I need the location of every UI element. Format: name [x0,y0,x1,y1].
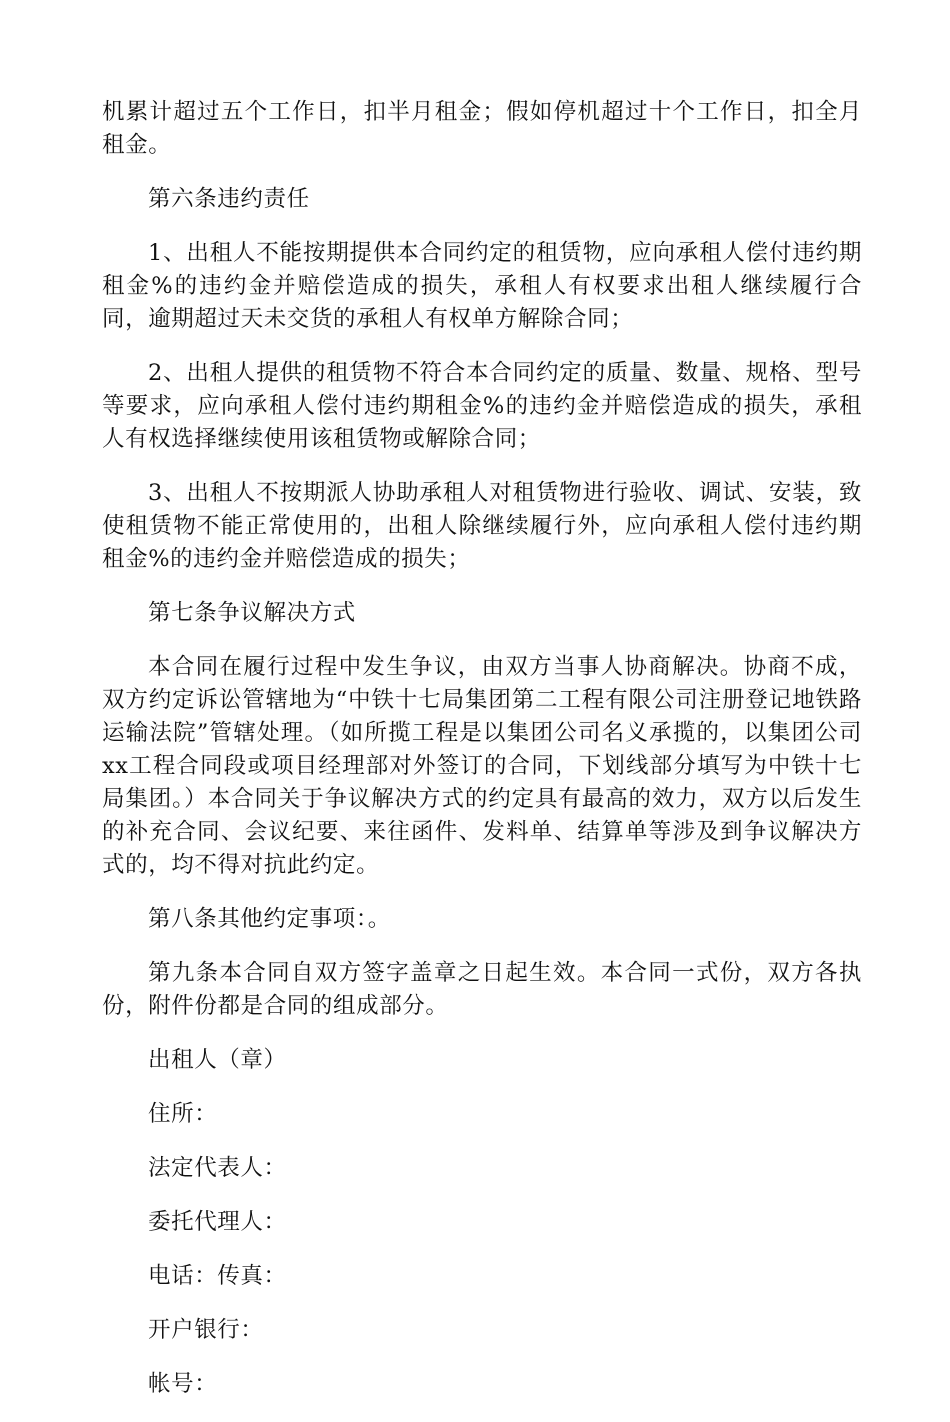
field-account-number: 帐号： [148,1371,218,1397]
document-page [102,96,862,1422]
field-phone-fax: 电话：传真： [148,1263,287,1289]
field-address: 住所： [148,1101,218,1127]
field-authorized-agent: 委托代理人： [148,1209,287,1235]
field-bank: 开户银行： [148,1317,264,1343]
field-lessor-seal: 出租人（章） [148,1047,287,1073]
paragraph-clause-2: 2、出租人提供的租赁物不符合本合同约定的质量、数量、规格、型号等要求，应向承租人偿付违约期租金%的违约金并赔偿造成的损失，承租人有权选择继续使用该租赁物或解除合同； [102,360,862,452]
heading-article-8: 第八条其他约定事项：。 [148,906,391,932]
field-legal-representative: 法定代表人： [148,1155,287,1181]
paragraph-clause-1: 1、出租人不能按期提供本合同约定的租赁物，应向承租人偿付违约期租金%的违约金并赔偿造成的损失，承租人有权要求出租人继续履行合同，逾期超过天未交货的承租人有权单方解除合同； [102,240,862,332]
paragraph-dispute-resolution: 本合同在履行过程中发生争议，由双方当事人协商解决。协商不成，双方约定诉讼管辖地为“中铁十七局集团第二工程有限公司注册登记地铁路运输法院”管辖处理。（如所揽工程是以集团公司名义承揽的，以集团公司xx工程合同段或项目经理部对外签订的合同，下划线部分填写为中铁十七局集团。）本合同关于争议解决方式的约定具有最高的效力，双方以后发生的补充合同、会议纪要、来往函件、发料单、结算单等涉及到争议解决方式的，均不得对抗此约定。 [102,654,862,878]
heading-article-6: 第六条违约责任 [148,186,310,212]
heading-article-7: 第七条争议解决方式 [148,600,356,626]
paragraph-clause-3: 3、出租人不按期派人协助承租人对租赁物进行验收、调试、安装，致使租赁物不能正常使用的，出租人除继续履行外，应向承租人偿付违约期租金%的违约金并赔偿造成的损失； [102,480,862,572]
paragraph-continuation: 机累计超过五个工作日，扣半月租金；假如停机超过十个工作日，扣全月租金。 [102,99,862,158]
paragraph-article-9: 第九条本合同自双方签字盖章之日起生效。本合同一式份，双方各执份，附件份都是合同的组成部分。 [102,960,862,1019]
